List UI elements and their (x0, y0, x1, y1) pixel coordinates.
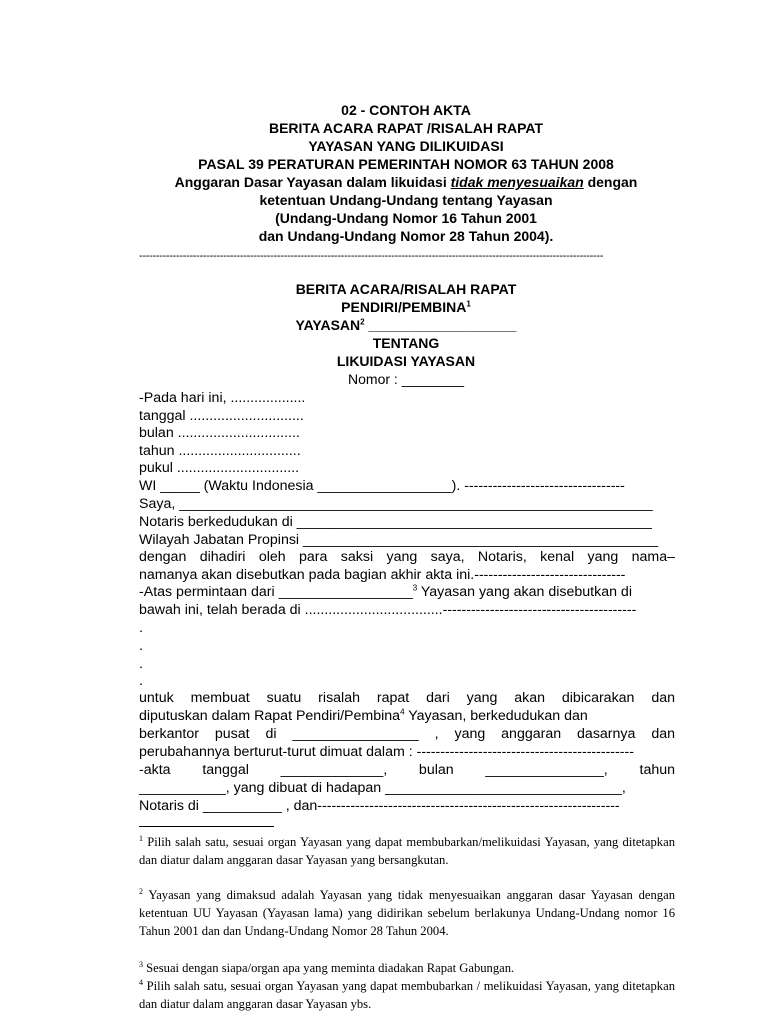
body-line-11: namanya akan disebutkan pada bagian akhir akta ini.-------------------------------- (139, 567, 626, 583)
header-line-5: Anggaran Dasar Yayasan dalam likuidasi tidak menyesuaikan dengan (174, 174, 638, 190)
body-line-23: ___________, yang dibuat di hadapan ______________________________, (139, 780, 626, 796)
footnote-2: $^2$ Yayasan yang dimaksud adalah Yayasan yang tidak menyesuaikan anggaran dasar Yayasan dengan ketentuan UU Yayasan (Yayasan lama) yang didirikan sebelum berlakunya Undang-Undang nomor 16 Tahun 2001 dan dan Undang-Undang Nomor 28 Tahun 2004. (139, 886, 675, 938)
body-line-22: -akta tanggal _____________, bulan _______________, tahun (139, 762, 675, 778)
body-line-5: pukul ............................... (139, 460, 300, 476)
header-line-8: dan Undang-Undang Nomor 28 Tahun 2004). (258, 228, 554, 244)
body-line-20: berkantor pusat di ________________ , yang anggaran dasarnya dan (139, 726, 675, 742)
footnote-divider (139, 826, 274, 827)
nomor-line: Nomor : ________ (348, 371, 464, 387)
body-line-6: WI _____ (Waktu Indonesia _________________). ---------------------------------- (139, 478, 625, 494)
title-line-2: PENDIRI/PEMBINA$^1$ (341, 299, 471, 315)
header-line-3: YAYASAN YANG DILIKUIDASI (308, 138, 504, 154)
body-line-7: Saya, ____________________________________________________________ (139, 496, 653, 512)
body-line-3: bulan ............................... (139, 425, 300, 441)
body-line-21: perubahannya berturut-turut dimuat dalam : ---------------------------------------------- (139, 744, 634, 760)
footnote-4: $^4$ Pilih salah satu, sesuai organ Yayasan yang dapat membubarkan / melikuidasi Yayasan, yang ditetapkan dan diatur dalam anggaran dasar Yayasan ybs. (139, 977, 675, 1011)
body-line-19: diputuskan dalam Rapat Pendiri/Pembina$^4$ Yayasan, berkedudukan dan (139, 707, 588, 724)
title-line-4: TENTANG (372, 335, 440, 351)
body-line-10: dengan dihadiri oleh para saksi yang saya, Notaris, kenal yang nama– (139, 549, 675, 565)
header-line-4: PASAL 39 PERATURAN PEMERINTAH NOMOR 63 TAHUN 2008 (198, 156, 614, 172)
header-line-2: BERITA ACARA RAPAT /RISALAH RAPAT (268, 120, 544, 136)
title-line-5: LIKUIDASI YAYASAN (336, 353, 476, 369)
body-line-12: -Atas permintaan dari _________________$^3$ Yayasan yang akan disebutkan di (139, 583, 632, 600)
body-line-2: tanggal ............................. (139, 408, 304, 424)
body-line-18: untuk membuat suatu risalah rapat dari yang akan dibicarakan dan (139, 690, 675, 706)
emphasis-tidak-menyesuaikan: tidak menyesuaikan (450, 174, 584, 190)
footnote-3: $^3$ Sesuai dengan siapa/organ apa yang meminta diadakan Rapat Gabungan. (139, 959, 515, 975)
title-line-1: BERITA ACARA/RISALAH RAPAT (295, 281, 517, 297)
body-dot-2: . (139, 638, 143, 654)
body-dot-4: . (139, 673, 143, 689)
body-dot-3: . (139, 656, 143, 672)
header-line-1: 02 - CONTOH AKTA (341, 102, 471, 118)
body-line-1: -Pada hari ini, ................... (139, 390, 306, 406)
body-line-8: Notaris berkedudukan di _____________________________________________ (139, 514, 652, 530)
header-line-7: (Undang-Undang Nomor 16 Tahun 2001 (275, 210, 537, 226)
header-line-6: ketentuan Undang-Undang tentang Yayasan (259, 192, 553, 208)
body-line-24: Notaris di __________ , dan---------------------------------------------------------------- (139, 798, 620, 814)
body-line-9: Wilayah Jabatan Propinsi _____________________________________________ (139, 532, 659, 548)
footnote-1: $^1$ Pilih salah satu, sesuai organ Yayasan yang dapat membubarkan/melikuidasi Yayasan, yang ditetapkan dan diatur dalam anggaran dasar Yayasan yang bersangkutan. (139, 833, 675, 867)
separator-line: ------------------------------------------------------------------------------------------------------------------------------------------ (139, 250, 604, 262)
body-line-13: bawah ini, telah berada di ...................................----------------------------------------- (139, 602, 637, 618)
title-line-3: YAYASAN$^2$ ___________________ (295, 317, 517, 333)
body-line-4: tahun ............................... (139, 443, 301, 459)
body-dot-1: . (139, 620, 143, 636)
